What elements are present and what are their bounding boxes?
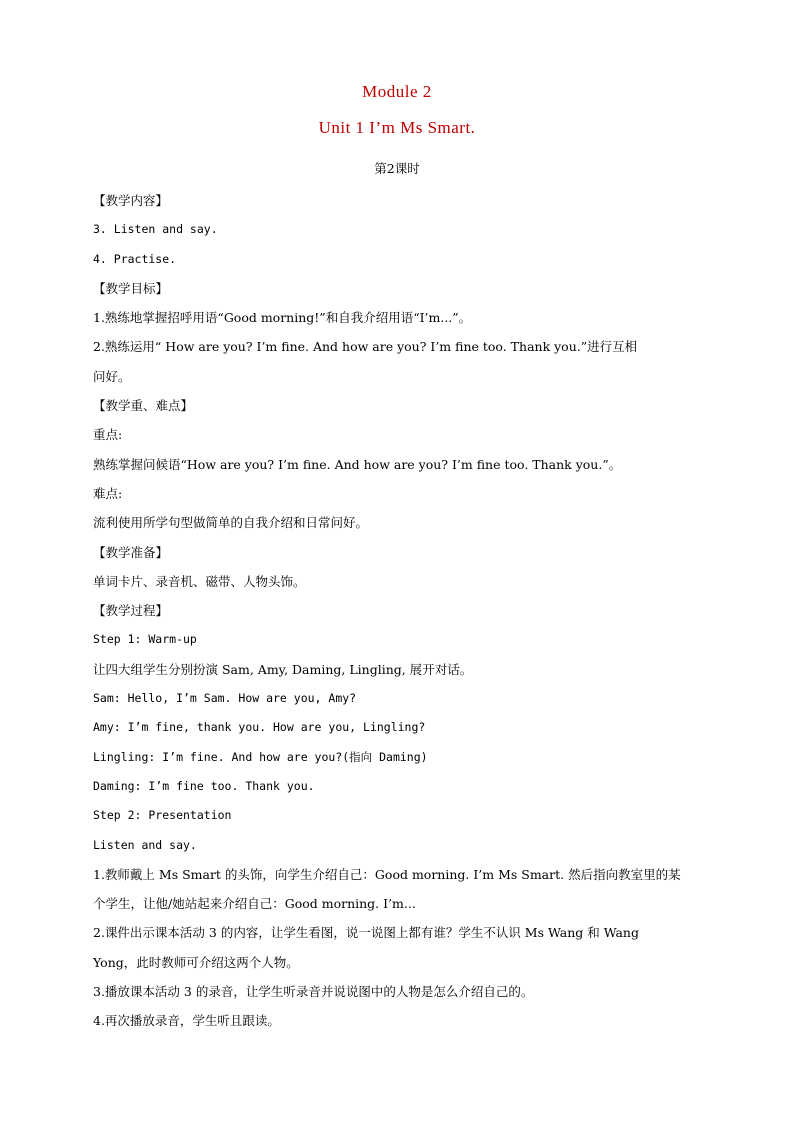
process-text: 4.再次播放录音，学生听且跟读。 xyxy=(93,1013,280,1029)
step-title: Step 2: Presentation xyxy=(93,808,232,823)
goal-item-continued: 问好。 xyxy=(93,368,131,384)
section-heading-goals: 【教学目标】 xyxy=(93,280,169,296)
content-item: 3. Listen and say. xyxy=(93,222,218,237)
section-heading-content: 【教学内容】 xyxy=(93,193,169,208)
activity-title: Listen and say. xyxy=(93,837,197,852)
goal-item: 1.熟练地掌握招呼用语“Good morning!”和自我介绍用语“I’m...”。 xyxy=(93,310,472,326)
dialogue-line: Sam: Hello, I’m Sam. How are you, Amy? xyxy=(93,691,357,706)
unit-title: Unit 1 I’m Ms Smart. xyxy=(318,118,476,137)
section-heading-process: 【教学过程】 xyxy=(93,603,169,619)
difficult-point-text: 流利使用所学句型做简单的自我介绍和日常问好。 xyxy=(93,515,369,531)
dialogue-line: Amy: I’m fine, thank you. How are you, Lingling? xyxy=(93,720,426,735)
process-text: Yong，此时教师可介绍这两个人物。 xyxy=(93,954,299,970)
process-text: 3.播放课本活动 3 的录音，让学生听录音并说说图中的人物是怎么介绍自己的。 xyxy=(93,984,534,1000)
key-point-text: 熟练掌握问候语“How are you? I’m fine. And how are you? I’m fine too. Thank you.”。 xyxy=(93,456,622,472)
process-text: 个学生，让他/她站起来介绍自己：Good morning. I’m... xyxy=(93,896,416,912)
section-heading-preparation: 【教学准备】 xyxy=(93,544,169,560)
lesson-label: 第2课时 xyxy=(374,161,420,176)
preparation-text: 单词卡片、录音机、磁带、人物头饰。 xyxy=(93,573,306,589)
process-text: 1.教师戴上 Ms Smart 的头饰，向学生介绍自己：Good morning. I’m Ms Smart. 然后指向教室里的某 xyxy=(93,866,681,882)
process-text: 让四大组学生分别扮演 Sam, Amy, Daming, Lingling, 展开对话。 xyxy=(93,661,473,677)
dialogue-line: Daming: I’m fine too. Thank you. xyxy=(93,778,315,793)
document-body xyxy=(93,186,705,1036)
goal-item: 2.熟练运用“ How are you? I’m fine. And how are you? I’m fine too. Thank you.”进行互相 xyxy=(93,339,638,355)
dialogue-line: Lingling: I’m fine. And how are you?(指向 Daming) xyxy=(93,749,428,764)
content-item: 4. Practise. xyxy=(93,251,177,266)
section-heading-key-points: 【教学重、难点】 xyxy=(93,398,194,414)
difficult-point-label: 难点: xyxy=(93,485,123,501)
key-point-label: 重点: xyxy=(93,427,123,443)
process-text: 2.课件出示课本活动 3 的内容，让学生看图，说一说图上都有谁？学生不认识 Ms Wang 和 Wang xyxy=(93,925,639,941)
step-title: Step 1: Warm-up xyxy=(93,632,197,647)
module-title: Module 2 xyxy=(362,82,432,101)
